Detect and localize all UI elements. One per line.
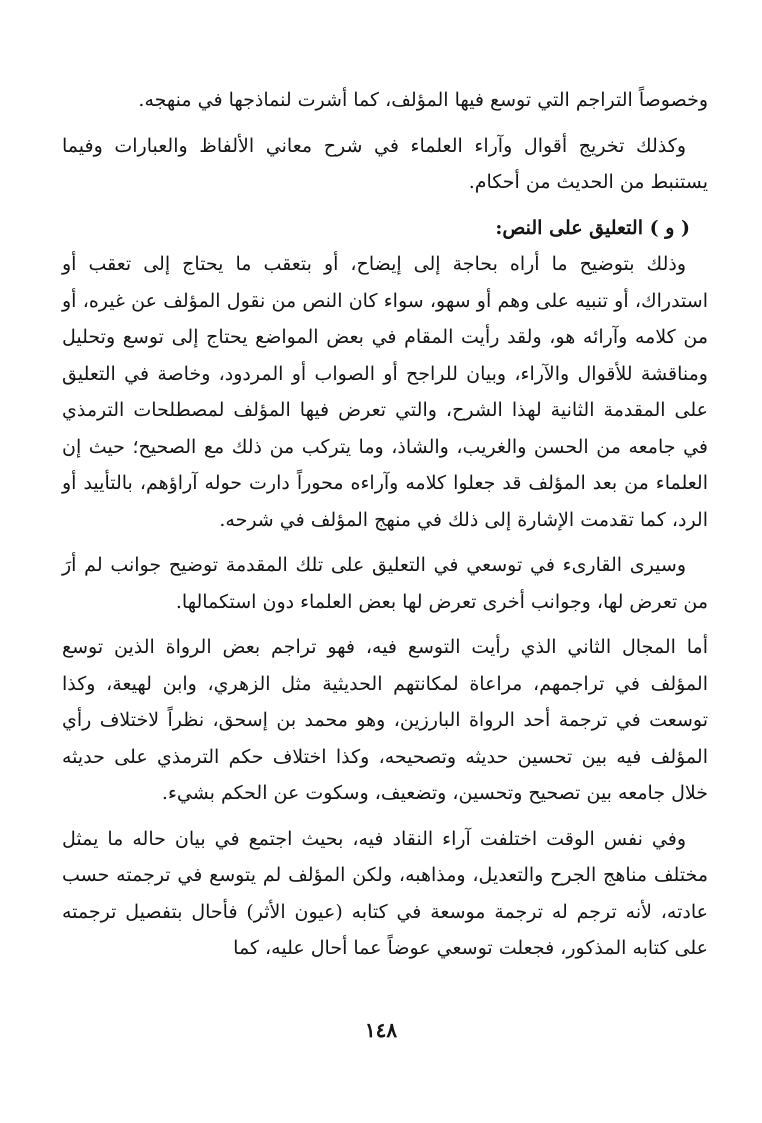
section-heading-label: ( و ): [649, 216, 690, 239]
document-page: [62, 82, 708, 976]
section-heading-title: التعليق على النص:: [495, 216, 643, 239]
section-heading: [62, 210, 708, 247]
paragraph-2: وكذلك تخريج أقوال وآراء العلماء في شرح معاني الألفاظ والعبارات وفيما يستنبط من الحديث من أحكام.: [62, 134, 708, 193]
paragraph-3: وذلك بتوضيح ما أراه بحاجة إلى إيضاح، أو بتعقب ما يحتاج إلى تعقب أو استدراك، أو تنبيه على وهم أو سهو، سواء كان النص من نقول المؤلف عن غيره، أو من كلامه وآرائه هو، ولقد رأيت المقام في بعض المواضع يحتاج إلى توسع وتحليل ومناقشة للأقوال والآراء، وبيان للراجح أو الصواب أو المردود، وخاصة في التعليق على المقدمة الثانية لهذا الشرح، والتي تعرض فيها المؤلف لمصطلحات الترمذي في جامعه من الحسن والغريب، والشاذ، وما يترکب من ذلك مع الصحيح؛ حيث إن العلماء من بعد المؤلف قد جعلوا كلامه وآراءه محوراً دارت حوله آراؤهم، بالتأييد أو الرد، كما تقدمت الإشارة إلى ذلك في منهج المؤلف في شرحه.: [62, 253, 708, 531]
paragraph-4: وسيرى القارىء في توسعي في التعليق على تلك المقدمة توضيح جوانب لم أرَ من تعرض لها، وجوانب أخرى تعرض لها بعض العلماء دون استكمالها.: [62, 554, 708, 613]
paragraph-1: وخصوصاً التراجم التي توسع فيها المؤلف، كما أشرت لنماذجها في منهجه.: [138, 89, 708, 111]
page-number: ١٤٨: [364, 1018, 398, 1042]
paragraph-5: أما المجال الثاني الذي رأيت التوسع فيه، فهو تراجم بعض الرواة الذين توسع المؤلف في تراجمهم، مراعاة لمكانتهم الحديثية مثل الزهري، وابن لهيعة، وكذا توسعت في ترجمة أحد الرواة البارزين، وهو محمد بن إسحق، نظراً لاختلاف رأي المؤلف فيه بين تحسين حديثه وتصحيحه، وكذا اختلاف حكم الترمذي على حديثه خلال جامعه بين تصحيح وتحسين، وتضعيف، وسكوت عن الحكم بشيء.: [62, 636, 708, 804]
paragraph-6: وفي نفس الوقت اختلفت آراء النقاد فيه، بحيث اجتمع في بيان حاله ما يمثل مختلف مناهج الجرح والتعديل، ومذاهبه، ولكن المؤلف لم يتوسع في ترجمته حسب عادته، لأنه ترجم له ترجمة موسعة في كتابه (عيون الأثر) فأحال بتفصيل ترجمته على كتابه المذكور، فجعلت توسعي عوضاً عما أحال عليه، كما: [62, 827, 708, 959]
